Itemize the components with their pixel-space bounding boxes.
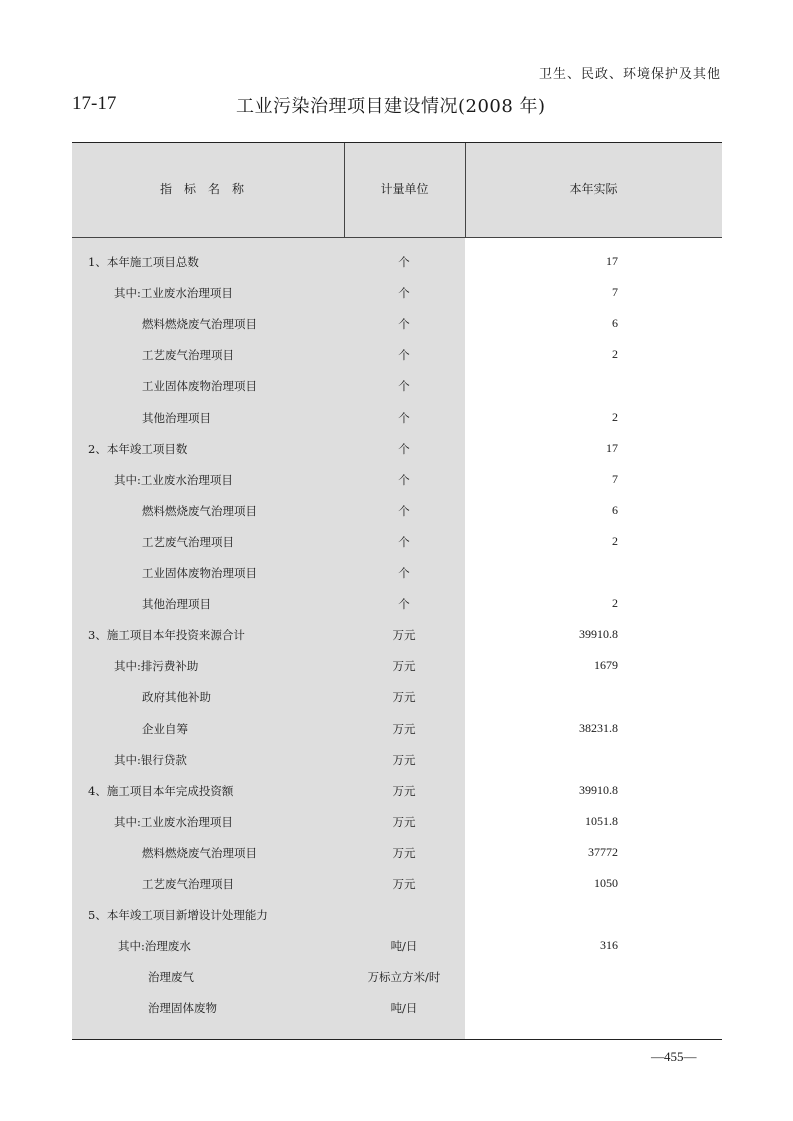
- unit-cell: 个: [398, 410, 410, 425]
- indicator-name: 企业自筹: [142, 721, 188, 736]
- value-cell: 2: [612, 409, 618, 424]
- unit-cell: 个: [398, 255, 410, 269]
- table-title: 工业污染治理项目建设情况(2008 年): [236, 96, 546, 117]
- table-row: [72, 996, 722, 1020]
- value-cell: 2: [612, 347, 618, 362]
- indicator-name: 燃料燃烧废气治理项目: [142, 845, 257, 860]
- table-row: [72, 281, 722, 305]
- table-row: [72, 965, 722, 989]
- unit-cell: 个: [398, 441, 410, 456]
- unit-cell: 个: [398, 379, 410, 394]
- unit-cell: 吨/日: [390, 1001, 418, 1016]
- indicator-name: 燃料燃烧废气治理项目: [142, 317, 257, 332]
- unit-cell: 个: [398, 566, 410, 580]
- value-cell: 17: [606, 254, 618, 268]
- unit-cell: 万元: [392, 845, 416, 860]
- value-cell: 2: [612, 596, 618, 611]
- table-row: [72, 374, 722, 398]
- statistics-table: [72, 142, 722, 1040]
- table-row: [72, 437, 722, 461]
- section-label: 卫生、民政、环境保护及其他: [538, 67, 721, 82]
- indicator-name: 工艺废气治理项目: [142, 534, 234, 549]
- table-row: [72, 903, 722, 927]
- unit-cell: 万标立方米/时: [367, 970, 441, 985]
- indicator-name: 其中:工业废水治理项目: [114, 286, 233, 301]
- table-row: [72, 530, 722, 554]
- page-number: —455—: [651, 1049, 697, 1064]
- indicator-name: 其中:工业废水治理项目: [114, 472, 233, 487]
- indicator-name: 治理废气: [148, 970, 194, 985]
- indicator-name: 燃料燃烧废气治理项目: [142, 503, 257, 518]
- column-header-unit: 计量单位: [380, 182, 429, 196]
- unit-cell: 个: [398, 597, 410, 612]
- column-header-value: 本年实际: [569, 182, 618, 196]
- indicator-name: 1、本年施工项目总数: [88, 255, 199, 269]
- value-cell: 17: [606, 440, 618, 455]
- table-row: [72, 468, 722, 492]
- value-cell: 2: [612, 533, 618, 548]
- table-row: [72, 841, 722, 865]
- table-row: [72, 717, 722, 741]
- indicator-name: 治理固体废物: [148, 1001, 217, 1016]
- indicator-name: 其中:排污费补助: [114, 659, 199, 674]
- value-cell: 1679: [594, 658, 618, 673]
- unit-cell: 个: [398, 472, 410, 487]
- unit-cell: 万元: [392, 814, 416, 829]
- table-row: [72, 872, 722, 896]
- indicator-name: 工业固体废物治理项目: [142, 566, 257, 580]
- table-row: [72, 499, 722, 523]
- indicator-name: 其他治理项目: [142, 597, 211, 612]
- indicator-name: 其他治理项目: [142, 410, 211, 425]
- indicator-name: 工艺废气治理项目: [142, 348, 234, 363]
- table-number: 17-17: [72, 93, 117, 114]
- indicator-name: 其中:工业废水治理项目: [114, 814, 233, 829]
- table-row: [72, 748, 722, 772]
- value-cell: 7: [612, 285, 618, 300]
- table-row: [72, 250, 722, 274]
- unit-cell: 个: [398, 348, 410, 363]
- table-row: [72, 810, 722, 834]
- value-cell: 38231.8: [579, 720, 618, 735]
- unit-cell: 个: [398, 534, 410, 549]
- unit-cell: 万元: [392, 690, 416, 705]
- indicator-name: 3、施工项目本年投资来源合计: [88, 628, 245, 643]
- table-row: [72, 406, 722, 430]
- value-cell: 6: [612, 502, 618, 517]
- table-row: [72, 343, 722, 367]
- indicator-name: 工艺废气治理项目: [142, 877, 234, 891]
- unit-cell: 万元: [392, 721, 416, 736]
- indicator-name: 2、本年竣工项目数: [88, 441, 188, 456]
- unit-cell: 个: [398, 317, 410, 332]
- column-header-indicator: 指 标 名 称: [160, 182, 245, 196]
- table-row: [72, 934, 722, 958]
- indicator-name: 4、施工项目本年完成投资额: [88, 783, 234, 798]
- indicator-name: 5、本年竣工项目新增设计处理能力: [88, 908, 268, 923]
- unit-cell: 万元: [392, 752, 416, 767]
- table-row: [72, 592, 722, 616]
- table-row: [72, 623, 722, 647]
- indicator-name: 其中:治理废水: [118, 939, 191, 954]
- value-cell: 39910.8: [579, 627, 618, 642]
- unit-cell: 吨/日: [390, 939, 418, 954]
- table-row: [72, 654, 722, 678]
- value-cell: 7: [612, 471, 618, 486]
- value-cell: 1051.8: [585, 813, 618, 828]
- indicator-name: 工业固体废物治理项目: [142, 379, 257, 394]
- unit-cell: 万元: [392, 659, 416, 674]
- unit-cell: 万元: [392, 628, 416, 643]
- value-cell: 37772: [588, 844, 618, 859]
- value-cell: 1050: [594, 876, 618, 890]
- unit-cell: 个: [398, 503, 410, 518]
- indicator-name: 政府其他补助: [142, 690, 211, 705]
- value-cell: 316: [600, 938, 618, 953]
- unit-cell: 万元: [392, 877, 416, 891]
- table-row: [72, 561, 722, 585]
- indicator-name: 其中:银行贷款: [114, 752, 187, 767]
- value-cell: 39910.8: [579, 782, 618, 797]
- unit-cell: 万元: [392, 783, 416, 798]
- value-cell: 6: [612, 316, 618, 331]
- table-row: [72, 312, 722, 336]
- unit-cell: 个: [398, 286, 410, 301]
- header-rule: [72, 237, 722, 238]
- table-row: [72, 685, 722, 709]
- table-row: [72, 779, 722, 803]
